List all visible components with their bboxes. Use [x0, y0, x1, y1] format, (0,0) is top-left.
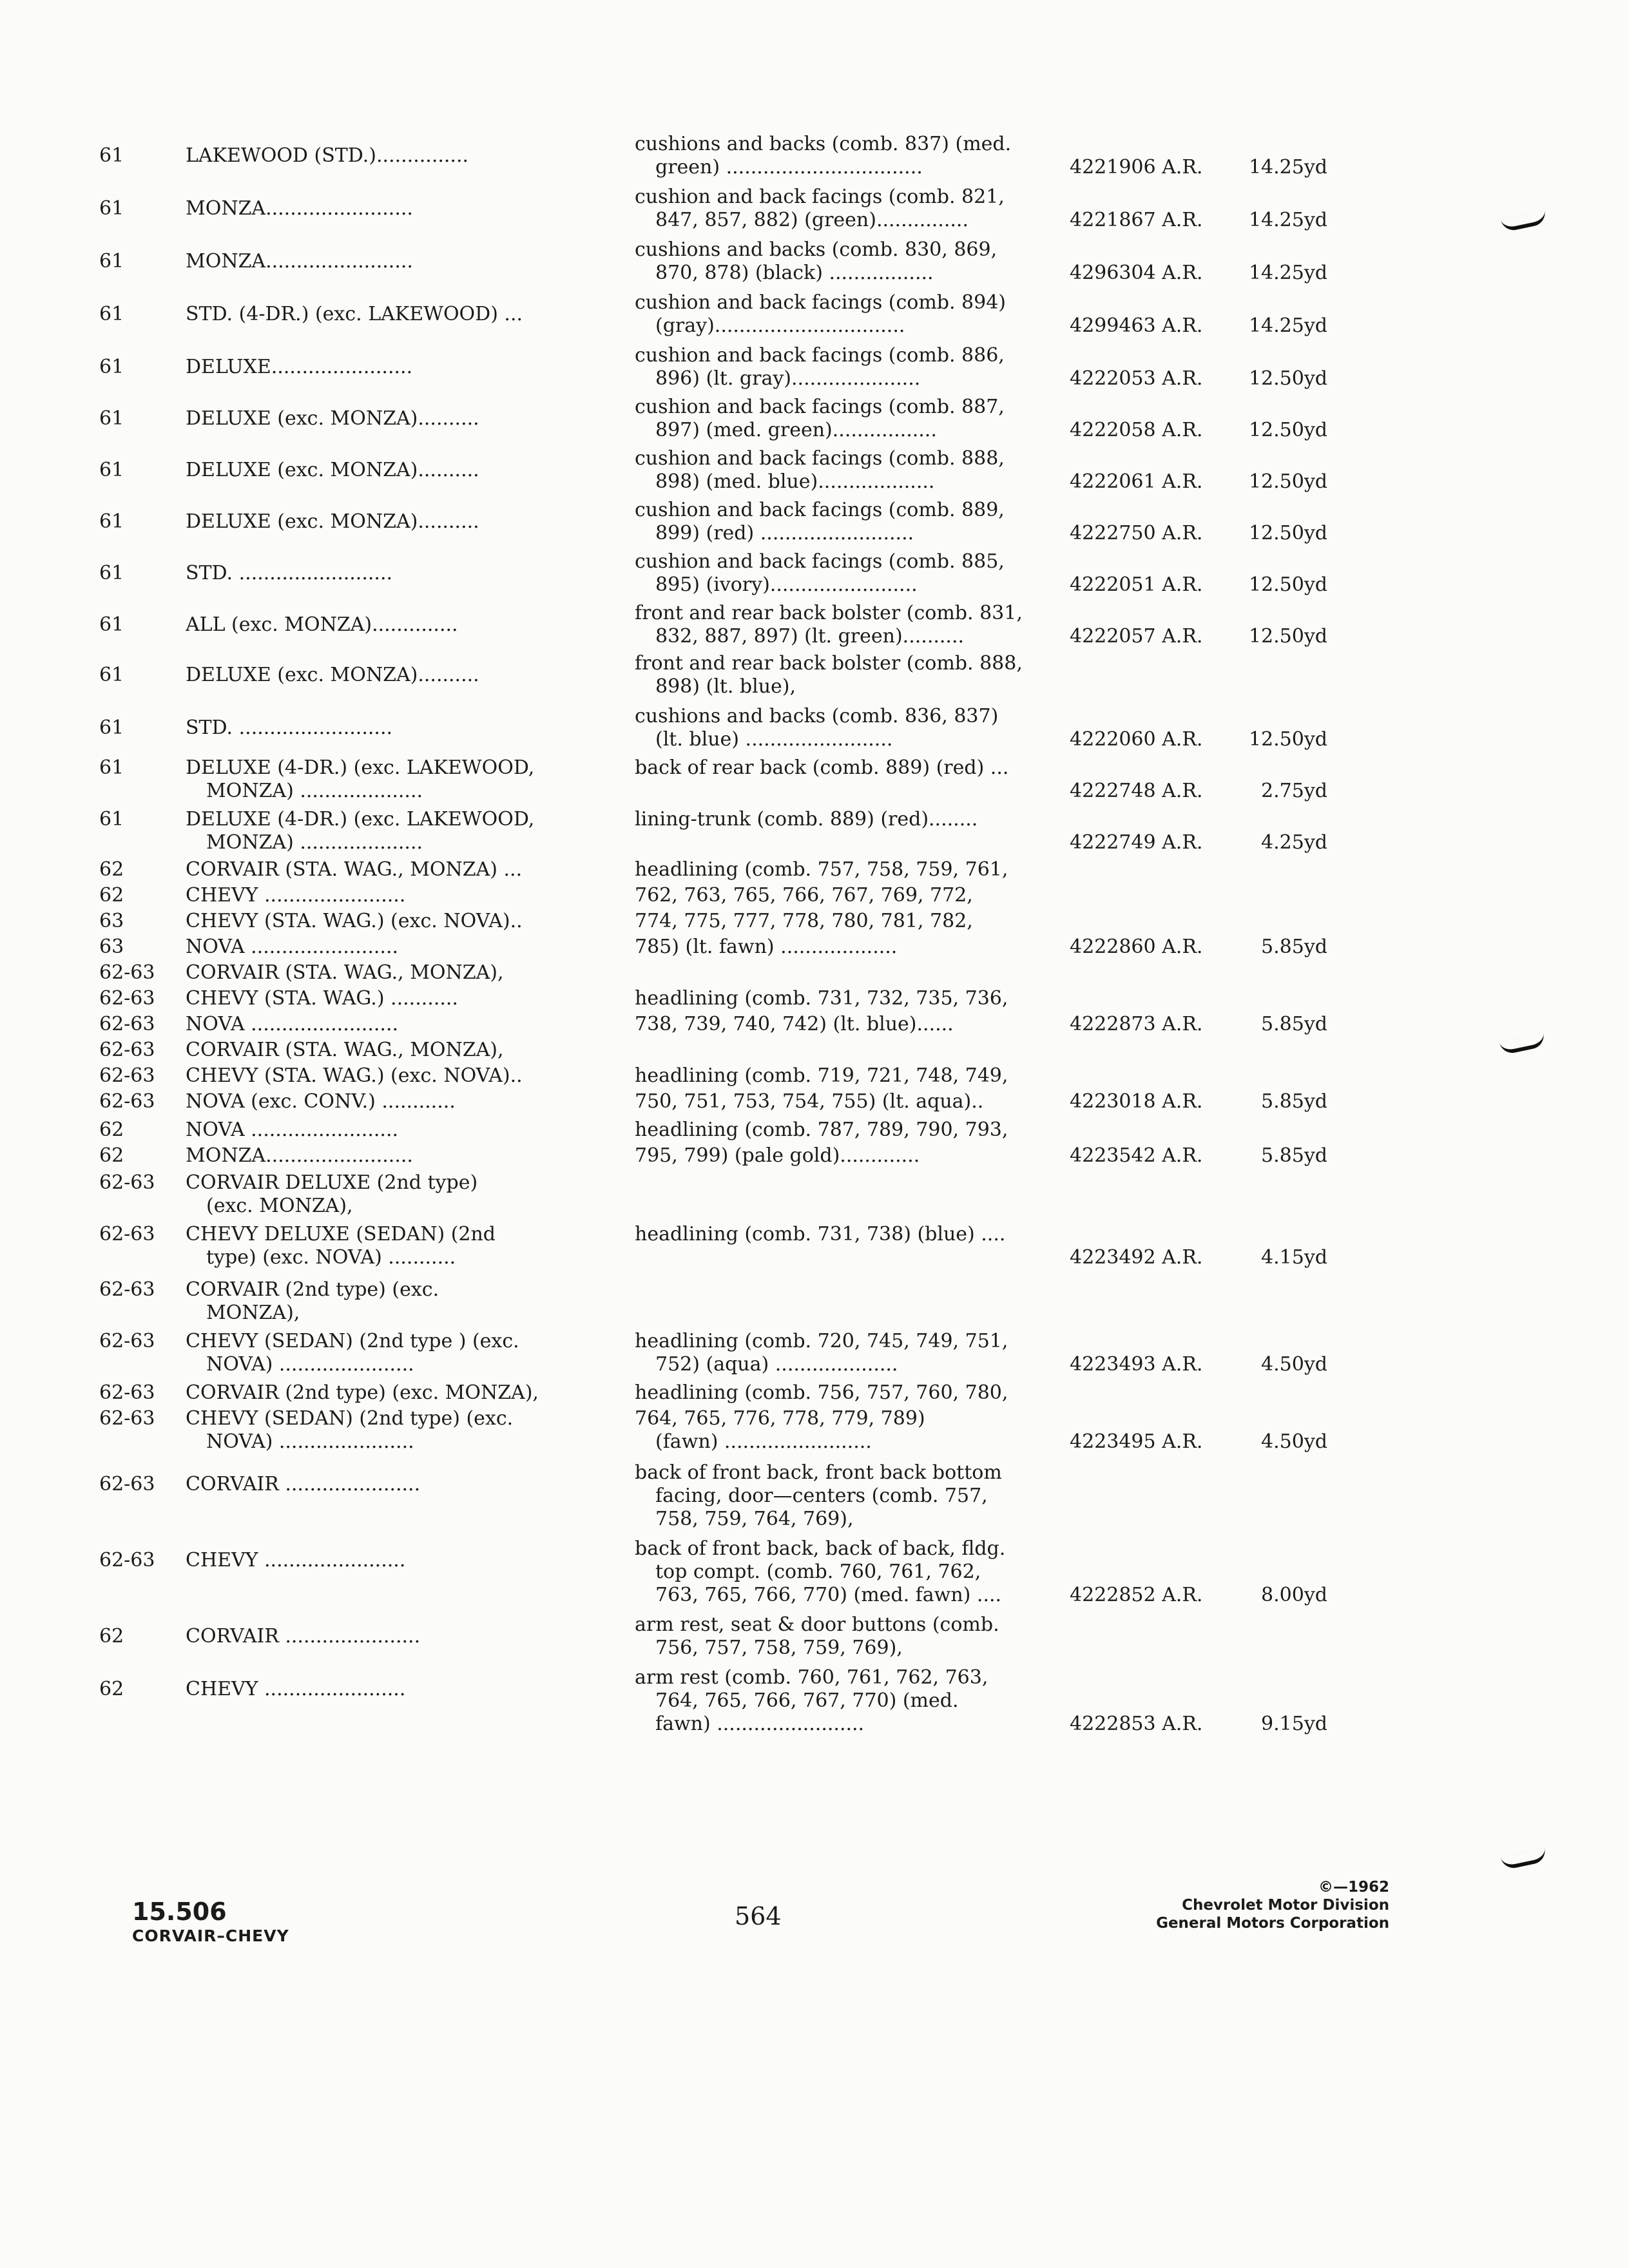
description	[635, 1381, 1076, 1405]
model	[186, 1407, 598, 1454]
model-line: NOVA ........................	[186, 936, 399, 958]
quantity: 12.50yd	[1248, 419, 1327, 441]
description-line: 763, 765, 766, 770) (med. fawn) ....	[655, 1584, 1002, 1606]
description-line: 899) (red) .........................	[655, 522, 914, 544]
description-line: cushions and backs (comb. 830, 869,	[635, 238, 998, 261]
model	[186, 510, 598, 533]
model-line: NOVA ........................	[186, 1013, 399, 1035]
description-line: cushion and back facings (comb. 888,	[635, 447, 1005, 470]
model-line: CHEVY (STA. WAG.) ...........	[186, 987, 458, 1010]
year: 62-63	[99, 987, 155, 1010]
description-line: 895) (ivory)........................	[655, 573, 918, 596]
part-number: 4223018 A.R.	[1070, 1090, 1203, 1113]
description-line: lining-trunk (comb. 889) (red)........	[635, 808, 978, 831]
description	[635, 1666, 1076, 1736]
quantity: 12.50yd	[1248, 522, 1327, 544]
year: 63	[99, 936, 124, 958]
part-number: 4222860 A.R.	[1070, 936, 1203, 958]
description	[635, 705, 1076, 751]
part-number: 4221906 A.R.	[1070, 156, 1203, 178]
model-line: (exc. MONZA),	[206, 1195, 353, 1217]
year: 62	[99, 1678, 124, 1700]
model-line: CORVAIR (STA. WAG., MONZA) ...	[186, 858, 523, 881]
year: 62	[99, 884, 124, 907]
description-line: 897) (med. green).................	[655, 419, 937, 441]
part-number: 4222853 A.R.	[1070, 1713, 1203, 1735]
model-line: CHEVY (SEDAN) (2nd type ) (exc.	[186, 1330, 519, 1352]
description	[635, 186, 1076, 232]
model	[186, 356, 598, 379]
description-line: 785) (lt. fawn) ...................	[635, 936, 898, 958]
year: 62-63	[99, 1223, 155, 1245]
table-row	[0, 1537, 1629, 1606]
model	[186, 1090, 598, 1113]
description	[635, 602, 1076, 648]
part-number: 4222061 A.R.	[1070, 470, 1203, 493]
binding-mark	[1501, 1848, 1548, 1870]
model	[186, 1278, 598, 1325]
description	[635, 133, 1076, 179]
model	[186, 910, 598, 933]
description	[635, 1119, 1076, 1142]
division: Chevrolet Motor Division	[1182, 1897, 1389, 1914]
model-line: STD. (4-DR.) (exc. LAKEWOOD) ...	[186, 303, 523, 325]
model-line: DELUXE (exc. MONZA)..........	[186, 407, 479, 430]
year: 62-63	[99, 1330, 155, 1352]
year: 62	[99, 1625, 124, 1648]
description-line: 898) (lt. blue),	[655, 675, 796, 698]
year: 61	[99, 716, 124, 739]
part-number: 4222051 A.R.	[1070, 573, 1203, 596]
description	[635, 1613, 1076, 1660]
year: 61	[99, 144, 124, 167]
year: 61	[99, 756, 124, 779]
model	[186, 562, 598, 585]
description-line: front and rear back bolster (comb. 888,	[635, 652, 1023, 675]
year: 62-63	[99, 961, 155, 984]
year: 62-63	[99, 1039, 155, 1061]
year: 62-63	[99, 1090, 155, 1113]
model-line: MONZA........................	[186, 250, 413, 273]
description	[635, 550, 1076, 597]
year: 61	[99, 459, 124, 481]
year: 62	[99, 858, 124, 881]
description	[635, 396, 1076, 442]
description-line: 756, 757, 758, 759, 769),	[655, 1637, 903, 1659]
description-line: cushion and back facings (comb. 885,	[635, 550, 1005, 573]
part-number: 4222748 A.R.	[1070, 780, 1203, 802]
model	[186, 1013, 598, 1036]
description	[635, 808, 1076, 831]
quantity: 14.25yd	[1248, 156, 1327, 178]
model-line: DELUXE (4-DR.) (exc. LAKEWOOD,	[186, 808, 535, 831]
model-line: CORVAIR DELUXE (2nd type)	[186, 1171, 478, 1194]
description-line: green) ................................	[655, 156, 923, 178]
description-line: facing, door—centers (comb. 757,	[655, 1485, 988, 1507]
quantity: 2.75yd	[1261, 780, 1327, 802]
quantity: 4.25yd	[1261, 831, 1327, 854]
description-line: cushion and back facings (comb. 821,	[635, 186, 1005, 208]
description-line: 738, 739, 740, 742) (lt. blue)......	[635, 1013, 954, 1035]
quantity: 12.50yd	[1248, 470, 1327, 493]
quantity: 9.15yd	[1261, 1713, 1327, 1735]
part-number: 4222060 A.R.	[1070, 728, 1203, 751]
description	[635, 1461, 1076, 1531]
description-line: headlining (comb. 757, 758, 759, 761,	[635, 858, 1008, 881]
model	[186, 936, 598, 959]
model-line: type) (exc. NOVA) ...........	[206, 1246, 456, 1269]
description	[635, 910, 1076, 933]
year: 61	[99, 303, 124, 325]
description	[635, 1013, 1076, 1036]
description	[635, 1090, 1076, 1113]
model-line: MONZA) ....................	[206, 831, 423, 854]
model-line: DELUXE.......................	[186, 356, 413, 378]
description-line: 762, 763, 765, 766, 767, 769, 772,	[635, 884, 973, 907]
description-line: 752) (aqua) ....................	[655, 1353, 898, 1376]
model-line: STD. .........................	[186, 716, 393, 739]
quantity: 8.00yd	[1261, 1584, 1327, 1606]
model	[186, 1625, 598, 1648]
model-line: MONZA),	[206, 1302, 300, 1324]
model-line: DELUXE (4-DR.) (exc. LAKEWOOD,	[186, 756, 535, 779]
model	[186, 1144, 598, 1168]
model	[186, 1039, 598, 1062]
part-number: 4222750 A.R.	[1070, 522, 1203, 544]
year: 61	[99, 407, 124, 430]
description	[635, 1064, 1076, 1088]
description	[635, 1537, 1076, 1607]
model-line: CHEVY (STA. WAG.) (exc. NOVA)..	[186, 910, 523, 932]
page-number: 564	[735, 1902, 782, 1930]
year: 62-63	[99, 1278, 155, 1301]
model-line: LAKEWOOD (STD.)...............	[186, 144, 469, 167]
model	[186, 459, 598, 482]
model-line: DELUXE (exc. MONZA)..........	[186, 459, 479, 481]
description-line: cushion and back facings (comb. 886,	[635, 344, 1005, 367]
description-line: 764, 765, 776, 778, 779, 789)	[635, 1407, 925, 1430]
model-line: CHEVY .......................	[186, 1678, 406, 1700]
description	[635, 447, 1076, 494]
quantity: 5.85yd	[1261, 936, 1327, 958]
part-number: 4222057 A.R.	[1070, 625, 1203, 648]
description-line: 896) (lt. gray).....................	[655, 367, 921, 390]
description	[635, 1144, 1076, 1168]
description-line: headlining (comb. 731, 732, 735, 736,	[635, 987, 1008, 1010]
model	[186, 1549, 598, 1572]
model-line: NOVA) ......................	[206, 1353, 414, 1376]
table-row	[0, 1223, 1629, 1287]
quantity: 5.85yd	[1261, 1013, 1327, 1035]
quantity: 14.25yd	[1248, 314, 1327, 337]
description-line: cushion and back facings (comb. 894)	[635, 291, 1007, 314]
description	[635, 344, 1076, 390]
model	[186, 303, 598, 326]
description-line: back of front back, front back bottom	[635, 1461, 1002, 1484]
model-line: CHEVY (STA. WAG.) (exc. NOVA)..	[186, 1064, 523, 1087]
description	[635, 858, 1076, 881]
description-line: (lt. blue) ........................	[655, 728, 893, 751]
year: 63	[99, 910, 124, 932]
year: 61	[99, 613, 124, 636]
model-line: CORVAIR (STA. WAG., MONZA),	[186, 1039, 504, 1061]
model	[186, 756, 598, 803]
model	[186, 664, 598, 687]
quantity: 4.50yd	[1261, 1430, 1327, 1453]
model-line: DELUXE (exc. MONZA)..........	[186, 510, 479, 533]
description-line: back of rear back (comb. 889) (red) ...	[635, 756, 1009, 779]
description-line: cushions and backs (comb. 837) (med.	[635, 133, 1012, 155]
description-line: 870, 878) (black) .................	[655, 262, 934, 284]
description-line: cushion and back facings (comb. 889,	[635, 499, 1005, 521]
description-line: arm rest (comb. 760, 761, 762, 763,	[635, 1666, 988, 1689]
part-number: 4222058 A.R.	[1070, 419, 1203, 441]
description-line: 847, 857, 882) (green)...............	[655, 209, 969, 231]
model-line: CORVAIR ......................	[186, 1625, 421, 1648]
year: 62-63	[99, 1064, 155, 1087]
model	[186, 716, 598, 740]
description-line: 832, 887, 897) (lt. green)..........	[655, 625, 965, 648]
section-title: CORVAIR–CHEVY	[132, 1927, 289, 1945]
part-number: 4222749 A.R.	[1070, 831, 1203, 854]
model-line: CHEVY (SEDAN) (2nd type) (exc.	[186, 1407, 514, 1430]
quantity: 5.85yd	[1261, 1090, 1327, 1113]
copyright-block	[1067, 1878, 1389, 1932]
model-line: CHEVY .......................	[186, 884, 406, 907]
part-number: 4222873 A.R.	[1070, 1013, 1203, 1035]
model	[186, 1473, 598, 1496]
description-line: (gray)...............................	[655, 314, 905, 337]
model-line: CORVAIR (2nd type) (exc. MONZA),	[186, 1381, 539, 1404]
model	[186, 1381, 598, 1405]
model-line: CORVAIR (2nd type) (exc.	[186, 1278, 439, 1301]
description	[635, 652, 1076, 698]
part-number: 4223493 A.R.	[1070, 1353, 1203, 1376]
table-row	[0, 1666, 1629, 1735]
model-line: NOVA ........................	[186, 1119, 399, 1141]
part-number: 4296304 A.R.	[1070, 262, 1203, 284]
description-line: back of front back, back of back, fldg.	[635, 1537, 1006, 1560]
quantity: 12.50yd	[1248, 728, 1327, 751]
model	[186, 613, 598, 637]
description-line: arm rest, seat & door buttons (comb.	[635, 1613, 999, 1636]
year: 61	[99, 510, 124, 533]
part-number: 4223492 A.R.	[1070, 1246, 1203, 1269]
part-number: 4222053 A.R.	[1070, 367, 1203, 390]
year: 62	[99, 1119, 124, 1141]
year: 61	[99, 808, 124, 831]
model-line: MONZA........................	[186, 1144, 413, 1167]
year: 62-63	[99, 1171, 155, 1194]
model	[186, 1678, 598, 1701]
model	[186, 1171, 598, 1218]
table-row	[0, 1461, 1629, 1530]
description-line: 764, 765, 766, 767, 770) (med.	[655, 1689, 959, 1712]
quantity: 12.50yd	[1248, 573, 1327, 596]
description-line: 898) (med. blue)...................	[655, 470, 935, 493]
quantity: 4.50yd	[1261, 1353, 1327, 1376]
model-line: ALL (exc. MONZA)..............	[186, 613, 458, 636]
model-line: CHEVY .......................	[186, 1549, 406, 1571]
year: 61	[99, 664, 124, 686]
year: 61	[99, 197, 124, 220]
description	[635, 1407, 1076, 1454]
model-line: CHEVY DELUXE (SEDAN) (2nd	[186, 1223, 496, 1245]
description-line: cushions and backs (comb. 836, 837)	[635, 705, 999, 727]
description	[635, 238, 1076, 285]
description	[635, 936, 1076, 959]
description	[635, 1330, 1076, 1376]
part-number: 4299463 A.R.	[1070, 314, 1203, 337]
description-line: headlining (comb. 720, 745, 749, 751,	[635, 1330, 1008, 1352]
quantity: 12.50yd	[1248, 625, 1327, 648]
model	[186, 858, 598, 881]
year: 61	[99, 356, 124, 378]
quantity: 5.85yd	[1261, 1144, 1327, 1167]
description-line: headlining (comb. 731, 738) (blue) ....	[635, 1223, 1006, 1245]
description-line: (fawn) ........................	[655, 1430, 872, 1453]
year: 61	[99, 562, 124, 584]
model	[186, 144, 598, 168]
model	[186, 197, 598, 220]
description-line: top compt. (comb. 760, 761, 762,	[655, 1561, 981, 1583]
quantity: 12.50yd	[1248, 367, 1327, 390]
description	[635, 987, 1076, 1010]
model-line: STD. .........................	[186, 562, 393, 584]
model	[186, 987, 598, 1010]
year: 62-63	[99, 1381, 155, 1404]
corporation: General Motors Corporation	[1156, 1915, 1389, 1932]
description	[635, 884, 1076, 907]
description-line: cushion and back facings (comb. 887,	[635, 396, 1005, 418]
year: 62-63	[99, 1473, 155, 1495]
model	[186, 884, 598, 907]
part-number: 4222852 A.R.	[1070, 1584, 1203, 1606]
description-line: headlining (comb. 787, 789, 790, 793,	[635, 1119, 1008, 1141]
model	[186, 808, 598, 854]
description	[635, 756, 1076, 780]
description-line: 795, 799) (pale gold).............	[635, 1144, 920, 1167]
part-number: 4221867 A.R.	[1070, 209, 1203, 231]
model	[186, 1330, 598, 1376]
quantity: 14.25yd	[1248, 209, 1327, 231]
part-number: 4223495 A.R.	[1070, 1430, 1203, 1453]
year: 62-63	[99, 1549, 155, 1571]
description-line: fawn) ........................	[655, 1713, 865, 1735]
year: 62-63	[99, 1013, 155, 1035]
model-line: MONZA) ....................	[206, 780, 423, 802]
description	[635, 1223, 1076, 1246]
description-line: headlining (comb. 756, 757, 760, 780,	[635, 1381, 1008, 1404]
model	[186, 1223, 598, 1269]
year: 62-63	[99, 1407, 155, 1430]
year: 61	[99, 250, 124, 273]
description	[635, 499, 1076, 545]
description-line: 774, 775, 777, 778, 780, 781, 782,	[635, 910, 973, 932]
model-line: NOVA (exc. CONV.) ............	[186, 1090, 456, 1113]
model	[186, 1119, 598, 1142]
description-line: front and rear back bolster (comb. 831,	[635, 602, 1023, 624]
quantity: 4.15yd	[1261, 1246, 1327, 1269]
model	[186, 407, 598, 430]
model-line: DELUXE (exc. MONZA)..........	[186, 664, 479, 686]
model	[186, 961, 598, 985]
model-line: MONZA........................	[186, 197, 413, 220]
model-line: CORVAIR (STA. WAG., MONZA),	[186, 961, 504, 984]
description-line: 758, 759, 764, 769),	[655, 1508, 854, 1530]
description	[635, 291, 1076, 338]
model	[186, 250, 598, 273]
description-line: headlining (comb. 719, 721, 748, 749,	[635, 1064, 1008, 1087]
copyright: ©—1962	[1318, 1879, 1389, 1896]
model-line: NOVA) ......................	[206, 1430, 414, 1453]
year: 62	[99, 1144, 124, 1167]
section-number: 15.506	[132, 1898, 227, 1926]
model-line: CORVAIR ......................	[186, 1473, 421, 1495]
model	[186, 1064, 598, 1088]
description-line: 750, 751, 753, 754, 755) (lt. aqua)..	[635, 1090, 984, 1113]
part-number: 4223542 A.R.	[1070, 1144, 1203, 1167]
quantity: 14.25yd	[1248, 262, 1327, 284]
